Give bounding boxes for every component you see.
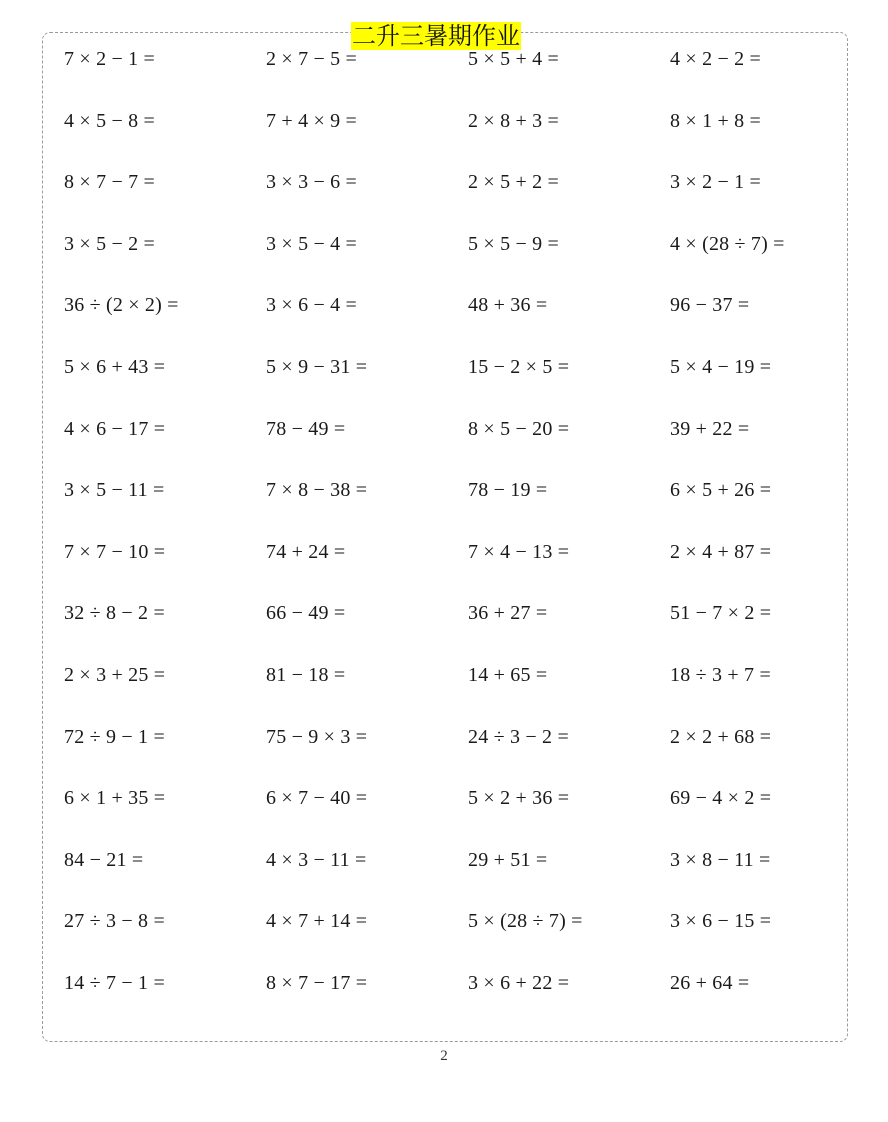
arithmetic-problem: 27 ÷ 3 − 8 =	[64, 910, 165, 933]
arithmetic-problem: 2 × 8 + 3 =	[468, 109, 560, 132]
arithmetic-problem: 8 × 5 − 20 =	[468, 417, 570, 440]
arithmetic-problem: 6 × 5 + 26 =	[670, 479, 772, 502]
arithmetic-problem: 2 × 7 − 5 =	[266, 48, 358, 70]
arithmetic-problem: 36 ÷ (2 × 2) =	[64, 294, 179, 317]
arithmetic-problem: 5 × 5 − 9 =	[468, 232, 560, 255]
arithmetic-problem: 4 × 7 + 14 =	[266, 910, 368, 933]
arithmetic-problem: 3 × 3 − 6 =	[266, 171, 358, 194]
arithmetic-problem: 8 × 1 + 8 =	[670, 109, 762, 132]
arithmetic-problem: 5 × 5 + 4 =	[468, 48, 560, 70]
arithmetic-problem: 66 − 49 =	[266, 602, 346, 625]
arithmetic-problem: 4 × 2 − 2 =	[670, 48, 762, 70]
arithmetic-problem: 8 × 7 − 17 =	[266, 971, 368, 994]
arithmetic-problem: 8 × 7 − 7 =	[64, 171, 156, 194]
arithmetic-problem: 2 × 4 + 87 =	[670, 540, 772, 563]
arithmetic-problem: 5 × 6 + 43 =	[64, 355, 166, 378]
arithmetic-problem: 96 − 37 =	[670, 294, 750, 317]
arithmetic-problem: 4 × (28 ÷ 7) =	[670, 232, 785, 255]
arithmetic-problem: 74 + 24 =	[266, 540, 346, 563]
arithmetic-problem: 4 × 5 − 8 =	[64, 109, 156, 132]
arithmetic-problem: 14 ÷ 7 − 1 =	[64, 971, 165, 994]
arithmetic-problem: 3 × 2 − 1 =	[670, 171, 762, 194]
arithmetic-problem: 3 × 6 − 15 =	[670, 910, 772, 933]
arithmetic-problem: 3 × 6 − 4 =	[266, 294, 358, 317]
arithmetic-problem: 5 × 9 − 31 =	[266, 355, 368, 378]
arithmetic-problem: 14 + 65 =	[468, 663, 548, 686]
arithmetic-problem: 78 − 49 =	[266, 417, 346, 440]
arithmetic-problem: 81 − 18 =	[266, 663, 346, 686]
arithmetic-problem: 7 × 2 − 1 =	[64, 48, 156, 70]
arithmetic-problem: 7 + 4 × 9 =	[266, 109, 358, 132]
page-number: 2	[440, 1048, 448, 1064]
arithmetic-problem: 5 × (28 ÷ 7) =	[468, 910, 583, 933]
arithmetic-problem: 2 × 5 + 2 =	[468, 171, 560, 194]
arithmetic-problem: 18 ÷ 3 + 7 =	[670, 663, 771, 686]
arithmetic-problem: 6 × 7 − 40 =	[266, 787, 368, 810]
arithmetic-problem: 24 ÷ 3 − 2 =	[468, 725, 569, 748]
arithmetic-problem: 7 × 8 − 38 =	[266, 479, 368, 502]
arithmetic-problem: 7 × 7 − 10 =	[64, 540, 166, 563]
arithmetic-problem: 48 + 36 =	[468, 294, 548, 317]
arithmetic-problem: 3 × 5 − 4 =	[266, 232, 358, 255]
arithmetic-problem: 72 ÷ 9 − 1 =	[64, 725, 165, 748]
worksheet-title: 二升三暑期作业	[352, 22, 520, 50]
arithmetic-problem: 7 × 4 − 13 =	[468, 540, 570, 563]
arithmetic-problem: 2 × 3 + 25 =	[64, 663, 166, 686]
arithmetic-problem: 51 − 7 × 2 =	[670, 602, 772, 625]
arithmetic-problem: 39 + 22 =	[670, 417, 750, 440]
arithmetic-problem: 4 × 6 − 17 =	[64, 417, 166, 440]
arithmetic-problem: 5 × 4 − 19 =	[670, 355, 772, 378]
arithmetic-problem: 6 × 1 + 35 =	[64, 787, 166, 810]
problem-grid	[64, 44, 844, 1030]
arithmetic-problem: 5 × 2 + 36 =	[468, 787, 570, 810]
arithmetic-problem: 2 × 2 + 68 =	[670, 725, 772, 748]
arithmetic-problem: 4 × 3 − 11 =	[266, 848, 367, 871]
arithmetic-problem: 78 − 19 =	[468, 479, 548, 502]
arithmetic-problem: 3 × 5 − 2 =	[64, 232, 156, 255]
arithmetic-problem: 26 + 64 =	[670, 971, 750, 994]
arithmetic-problem: 15 − 2 × 5 =	[468, 355, 570, 378]
arithmetic-problem: 3 × 5 − 11 =	[64, 479, 165, 502]
arithmetic-problem: 32 ÷ 8 − 2 =	[64, 602, 165, 625]
arithmetic-problem: 3 × 8 − 11 =	[670, 848, 771, 871]
arithmetic-problem: 69 − 4 × 2 =	[670, 787, 772, 810]
arithmetic-problem: 75 − 9 × 3 =	[266, 725, 368, 748]
arithmetic-problem: 29 + 51 =	[468, 848, 548, 871]
arithmetic-problem: 84 − 21 =	[64, 848, 144, 871]
arithmetic-problem: 36 + 27 =	[468, 602, 548, 625]
arithmetic-problem: 3 × 6 + 22 =	[468, 971, 570, 994]
